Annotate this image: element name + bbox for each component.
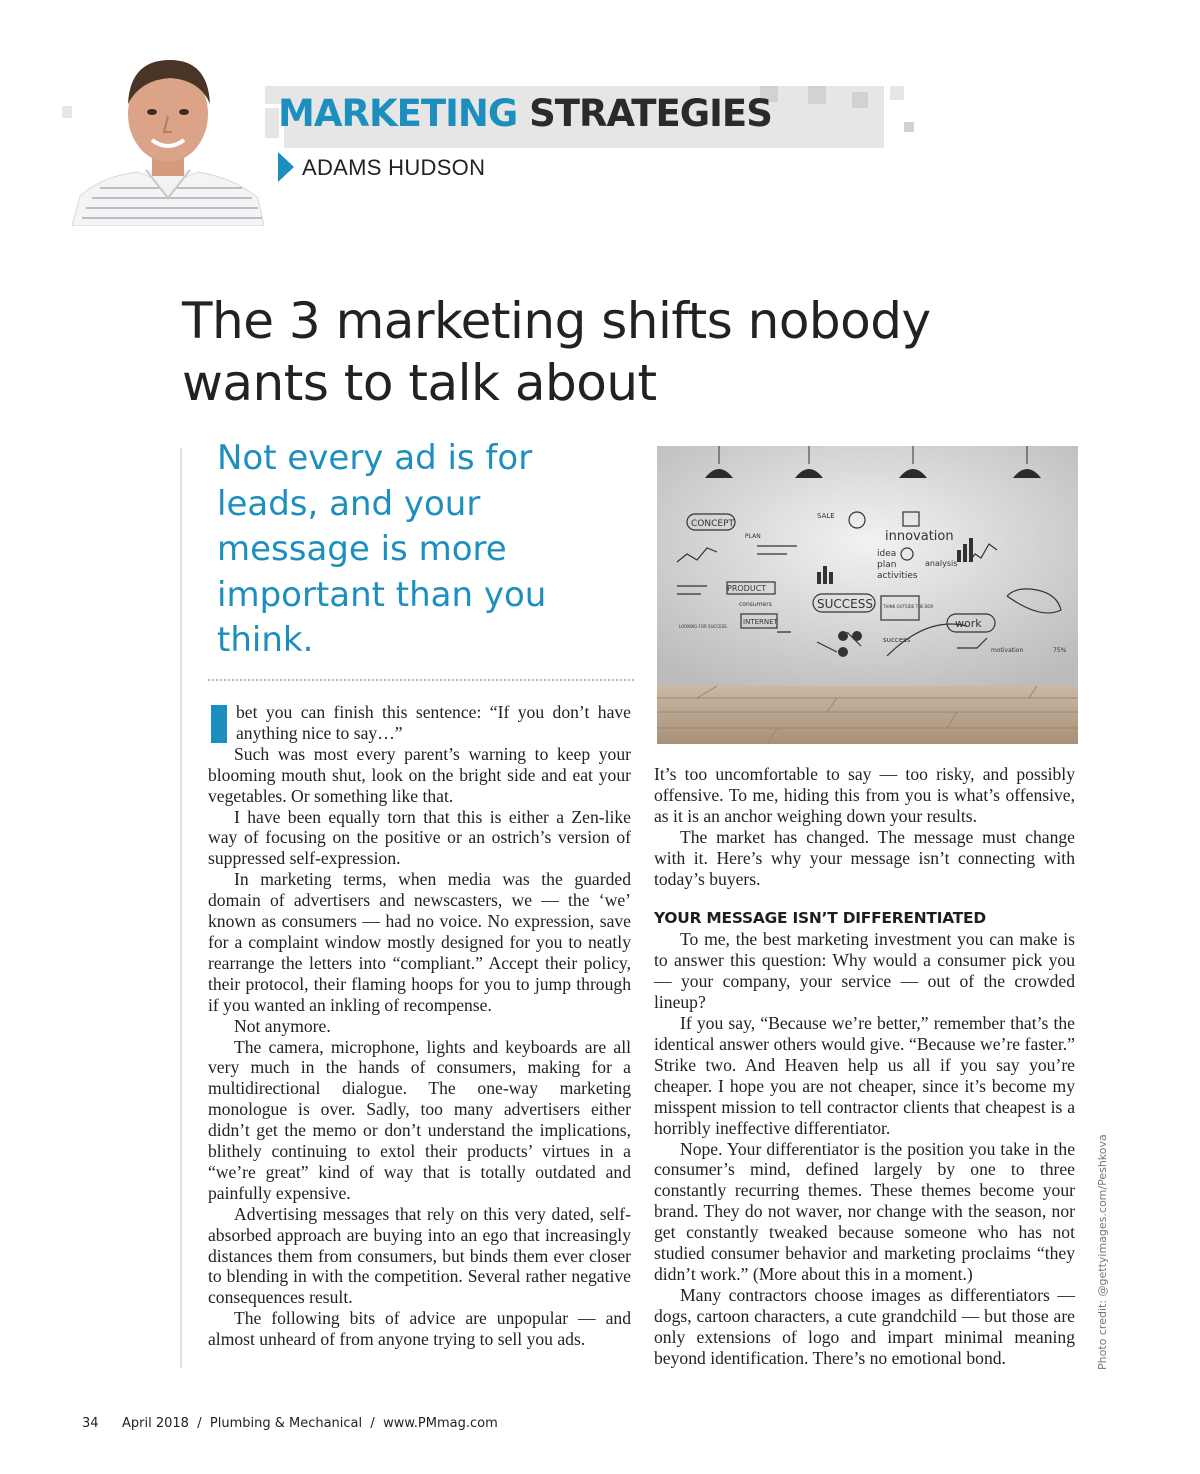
body-paragraph: bet you can finish this sentence: “If you don’t have anything nice to say…” [236,702,631,743]
body-paragraph: Such was most every parent’s warning to keep your blooming mouth shut, look on the bright side and eat your vegetables. Or something like that. [208,743,631,806]
illustration-word-think-outside: THINK OUTSIDE THE BOX [883,604,934,609]
footer-issue: April 2018 [122,1416,189,1431]
title-line-2: wants to talk about [182,354,657,412]
illustration-word-plan: plan [877,560,897,570]
illustration-word-success-2: success [883,636,911,644]
page-number: 34 [82,1416,99,1431]
article-column-2 [654,764,1075,1368]
body-paragraph: Not anymore. [234,1015,331,1036]
section-kicker [278,92,772,135]
body-paragraph: It’s too uncomfortable to say — too risky, and possibly offensive. To me, hiding this from you is what’s offensive, as it is an anchor weighing down your results. [654,764,1075,826]
deck-rule [180,448,182,1368]
footer-publication: Plumbing & Mechanical [209,1416,363,1431]
drop-cap [211,705,227,743]
article-title [182,290,1102,414]
body-paragraph: If you say, “Because we’re better,” remember that’s the identical answer others would give. “Because we’re faster.” Strike two. And Heaven help us all if you say you’re cheaper. I hope you are not cheaper, since it’s become my misspent mission to tell contractor clients that cheapest is a horribly ineffective differentiator. [654,1013,1075,1138]
body-paragraph: The following bits of advice are unpopular — and almost unheard of from anyone trying to sell you ads. [208,1308,631,1350]
article-deck: Not every ad is for leads, and your message is more important than you think. [217,438,547,660]
body-paragraph: The camera, microphone, lights and keyboards are all very much in the hands of consumers, making for a multidirectional dialogue. The one-way marketing monologue is over. Sadly, too many advertisers either didn’t get the memo or don’t understand the implications, blithely continuing to extol their products’ virtues in a “we’re great” kind of way that is totally outdated and painfully expensive. [208,1036,631,1203]
dotted-divider [208,679,634,681]
kicker-marketing: MARKETING [278,92,518,135]
illustration-word-concept: CONCEPT [691,519,734,529]
author-arrow-icon [278,152,294,182]
illustration-word-internet: INTERNET [743,618,778,626]
illustration-word-consumers: consumers [739,601,772,608]
body-paragraph: The market has changed. The message must change with it. Here’s why your message isn’t connecting with today’s buyers. [654,826,1075,889]
article-illustration [657,446,1078,744]
illustration-word-success: SUCCESS [817,597,873,611]
body-paragraph: To me, the best marketing investment you can make is to answer this question: Why would a consumer pick you — your company, your service — out of the crowded lineup? [654,929,1075,1013]
article-column-1 [208,702,631,1350]
illustration-word-analysis: analysis [925,559,958,568]
illustration-word-idea: idea [877,549,897,559]
illustration-word-product: PRODUCT [727,584,767,593]
illustration-word-work: work [955,617,982,630]
body-paragraph: Many contractors choose images as differentiators — dogs, cartoon characters, a cute grandchild — but those are only extensions of logo and impart minimal meaning beyond identification. There’s no emotional bond. [654,1284,1075,1368]
illustration-word-sale: SALE [817,512,835,520]
illustration-word-innovation: innovation [885,529,954,544]
illustration-word-plan-2: PLAN [745,533,761,540]
photo-credit: Photo credit: @gettyimages.com/Peshkova [1096,1134,1109,1370]
illustration-word-motivation: motivation [991,647,1024,654]
footer-line [122,1416,498,1431]
footer-separator: / [193,1416,206,1431]
author-photo [72,48,264,226]
kicker-strategies: STRATEGIES [529,92,772,135]
footer-separator: / [366,1416,379,1431]
illustration-word-activities: activities [877,571,918,581]
body-paragraph: Nope. Your differentiator is the position you take in the consumer’s mind, defined largely by one to three constantly recurring themes. These themes become your brand. They do not waver, nor change with the season, nor get constantly tweaked because someone who has not studied consumer behavior and marketing proclaims “they didn’t work.” (More about this in a moment.) [654,1138,1075,1284]
section-subhead: YOUR MESSAGE ISN’T DIFFERENTIATED [654,909,986,928]
author-name: ADAMS HUDSON [302,155,486,180]
body-paragraph: I have been equally torn that this is either a Zen-like way of focusing on the positive or an ostrich’s version of suppressed self-expression. [208,806,631,869]
title-line-1: The 3 marketing shifts nobody [182,292,931,350]
illustration-word-looking: LOOKING FOR SUCCESS [679,624,727,629]
footer-website[interactable]: www.PMmag.com [383,1416,498,1431]
body-paragraph: Advertising messages that rely on this very dated, self-absorbed approach are buying into an ego that increasingly distances them from consumers, but binds them ever closer to blending in with the competition. Several rather negative consequences result. [208,1203,631,1308]
illustration-word-75: 75% [1053,647,1067,654]
body-paragraph: In marketing terms, when media was the guarded domain of advertisers and newscasters, we — the ‘we’ known as consumers — had no voice. No expression, save for a complaint window mostly designed for you to neatly rearrange the letters into “compliant.” Accept their policy, their protocol, their flaming hoops for you to jump through if you wanted an inkling of recompense. [208,869,631,1015]
